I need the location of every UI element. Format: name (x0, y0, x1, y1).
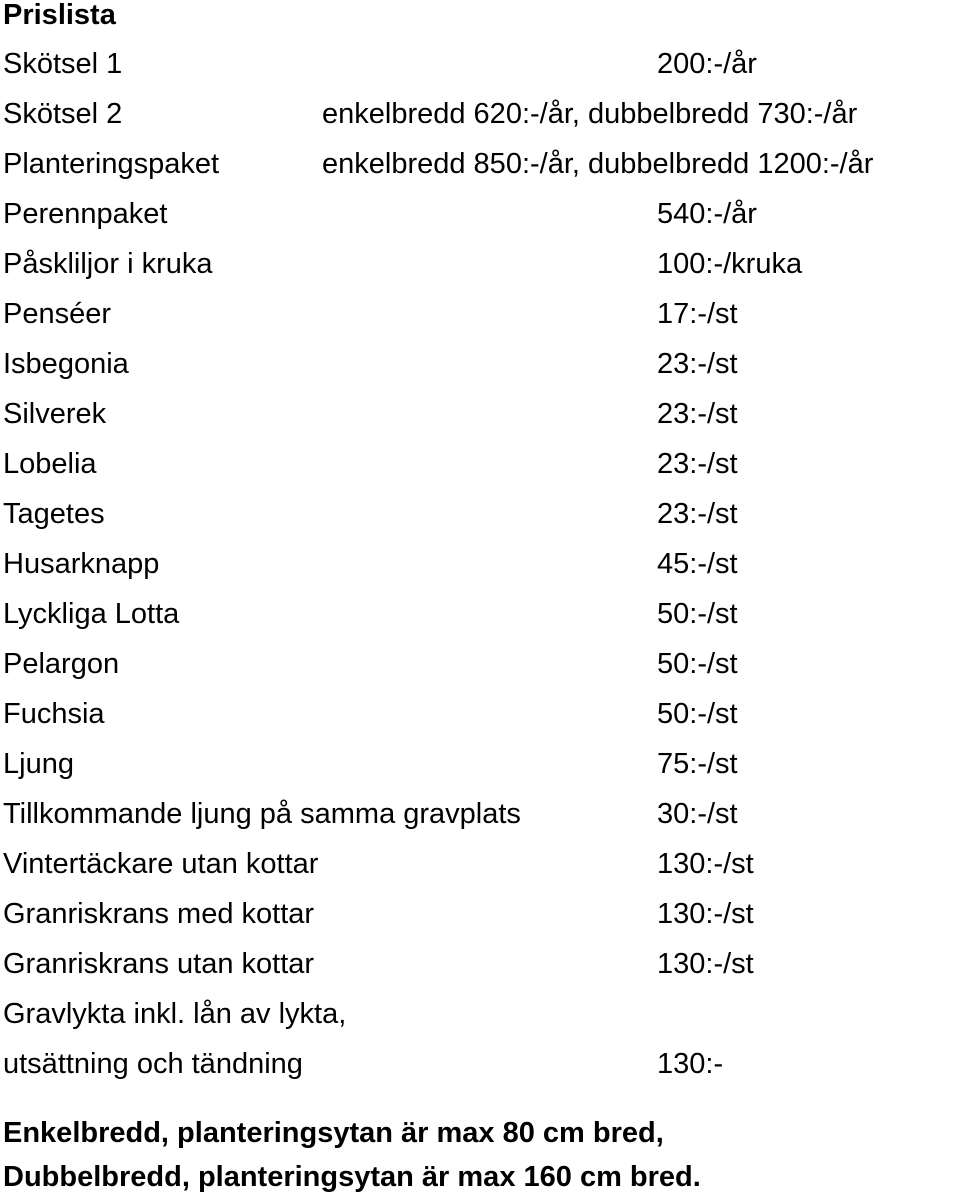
item-label: Perennpaket (3, 198, 168, 230)
item-price: 100:-/kruka (657, 248, 803, 280)
price-row-skotsel-2 (0, 89, 960, 139)
price-row-isbegonia (0, 339, 960, 389)
price-row-granriskrans-med (0, 889, 960, 939)
price-row-penseer (0, 289, 960, 339)
price-row-skotsel-1 (0, 39, 960, 89)
item-price: 30:-/st (657, 798, 738, 830)
item-price: 23:-/st (657, 398, 738, 430)
price-row-lyckliga-lotta (0, 589, 960, 639)
price-row-husarknapp (0, 539, 960, 589)
price-row-vintertackare (0, 839, 960, 889)
price-row-gravlykta-line-2 (0, 1039, 960, 1089)
item-label: Ljung (3, 748, 74, 780)
item-label: Husarknapp (3, 548, 160, 580)
item-label: Silverek (3, 398, 107, 430)
item-price: 50:-/st (657, 598, 738, 630)
price-row-tillkommande-ljung (0, 789, 960, 839)
item-price: 23:-/st (657, 348, 738, 380)
price-row-granriskrans-utan (0, 939, 960, 989)
price-row-paskliljor (0, 239, 960, 289)
item-label: Skötsel 1 (3, 48, 123, 80)
item-label: Isbegonia (3, 348, 129, 380)
item-label: Lyckliga Lotta (3, 598, 180, 630)
item-price: 45:-/st (657, 548, 738, 580)
price-row-silverek (0, 389, 960, 439)
price-list-title: Prislista (3, 0, 116, 31)
item-price: 50:-/st (657, 648, 738, 680)
price-row-pelargon (0, 639, 960, 689)
item-price: 50:-/st (657, 698, 738, 730)
price-row-fuchsia (0, 689, 960, 739)
item-label: Tagetes (3, 498, 105, 530)
item-price: enkelbredd 620:-/år, dubbelbredd 730:-/år (322, 98, 858, 130)
item-label: Pelargon (3, 648, 120, 680)
item-price: 23:-/st (657, 498, 738, 530)
price-row-lobelia (0, 439, 960, 489)
item-label: Granriskrans med kottar (3, 898, 315, 930)
price-row-gravlykta-line-1 (0, 989, 960, 1039)
note-dubbelbredd: Dubbelbredd, planteringsytan är max 160 cm bred. (3, 1161, 701, 1193)
item-price: enkelbredd 850:-/år, dubbelbredd 1200:-/år (322, 148, 874, 180)
item-price: 130:-/st (657, 948, 754, 980)
item-label: Fuchsia (3, 698, 105, 730)
item-label: utsättning och tändning (3, 1048, 303, 1080)
item-label: Gravlykta inkl. lån av lykta, (3, 998, 347, 1030)
item-label: Skötsel 2 (3, 98, 123, 130)
price-row-tagetes (0, 489, 960, 539)
item-price: 130:- (657, 1048, 724, 1080)
price-row-planteringspaket (0, 139, 960, 189)
item-price: 540:-/år (657, 198, 757, 230)
item-label: Påskliljor i kruka (3, 248, 213, 280)
item-label: Granriskrans utan kottar (3, 948, 315, 980)
item-price: 75:-/st (657, 748, 738, 780)
item-label: Vintertäckare utan kottar (3, 848, 319, 880)
note-enkelbredd: Enkelbredd, planteringsytan är max 80 cm bred, (3, 1117, 664, 1149)
item-price: 130:-/st (657, 898, 754, 930)
item-price: 17:-/st (657, 298, 738, 330)
item-label: Lobelia (3, 448, 97, 480)
item-price: 130:-/st (657, 848, 754, 880)
item-label: Planteringspaket (3, 148, 220, 180)
item-label: Penséer (3, 298, 112, 330)
item-price: 200:-/år (657, 48, 757, 80)
item-price: 23:-/st (657, 448, 738, 480)
item-label: Tillkommande ljung på samma gravplats (3, 798, 521, 830)
price-row-ljung (0, 739, 960, 789)
price-row-perennpaket (0, 189, 960, 239)
